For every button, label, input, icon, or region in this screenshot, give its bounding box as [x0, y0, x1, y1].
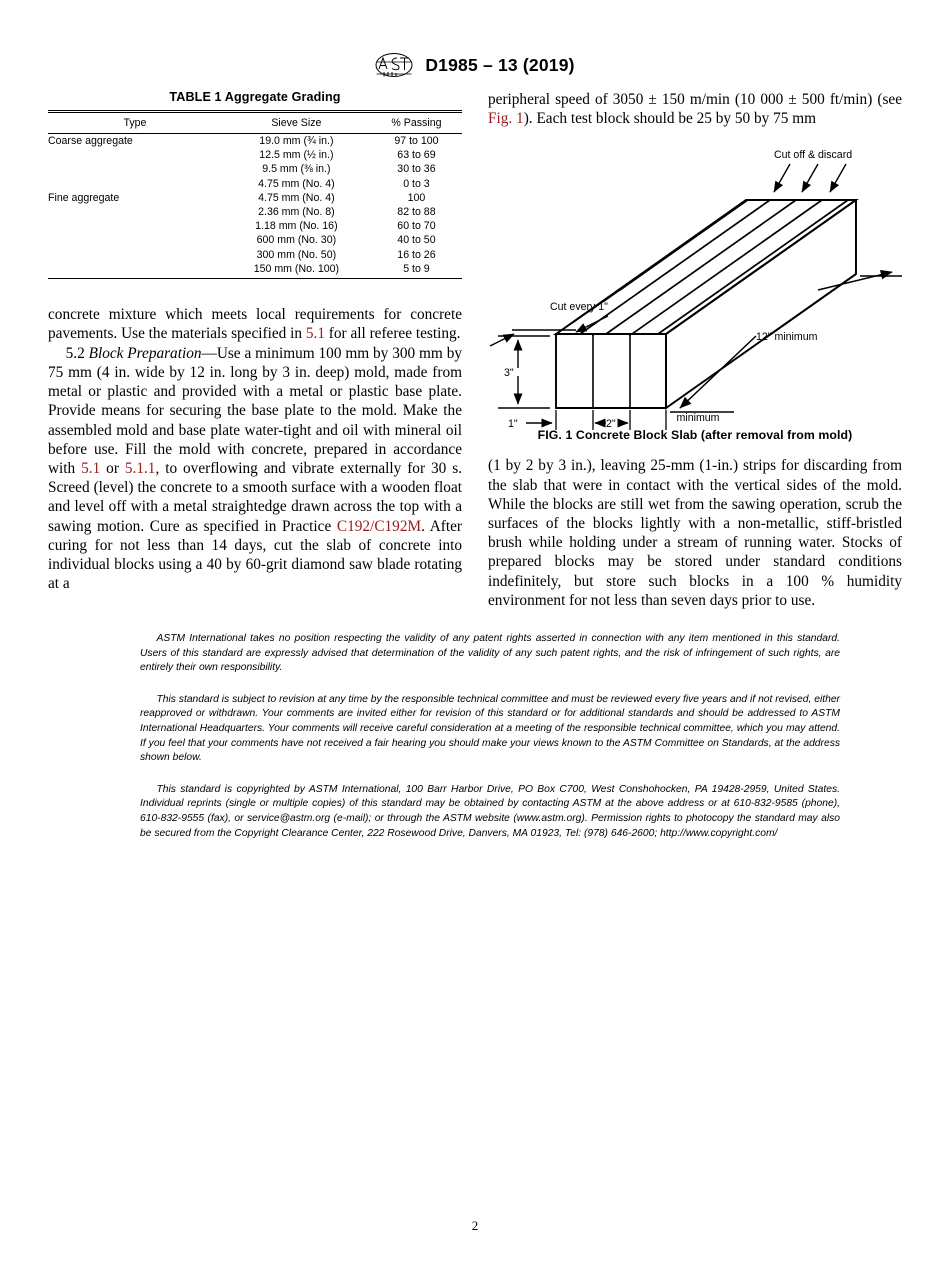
table-bottom-rule [48, 278, 462, 279]
cell-type: Fine aggregate [48, 191, 120, 204]
cell-sieve: 2.36 mm (No. 8) [258, 206, 335, 219]
cell-passing: 60 to 70 [397, 220, 436, 233]
section-number: 5.2 [65, 344, 89, 362]
paragraph-bottom-continued: (1 by 2 by 3 in.), leaving 25-mm (1-in.) strips for discarding from the slab that were in contact with the vertical sides of the mold. While the blocks are still wet from the sawing operation, scrub the surfaces of the blocks lightly with a non-metallic, stiff-bristled brush while holding under a stream of running water. Stocks of prepared blocks may be stored under standard conditions indefinitely, but store such blocks in a 100 % humidity environment for not less than seven days prior to use. [488, 457, 902, 609]
cell-passing: 16 to 26 [397, 248, 436, 261]
cell-type [48, 248, 222, 262]
cell-type [48, 177, 222, 191]
legal-paragraph-revision: This standard is subject to revision at any time by the responsible technical committee and must be reviewed every five years and if not revised, either reapproved or withdrawn. Your comments are invited either for revision of this standard or for additional standards and should be addressed to ASTM International Headquarters. Your comments will receive careful consideration at a meeting of the responsible technical committee, which you may attend. If you feel that your comments have not received a fair hearing you should make your views known to the ASTM Committee on Standards, at the address shown below. [140, 693, 840, 764]
left-column [48, 90, 462, 593]
label-block-width: 2" [606, 418, 616, 431]
table-row [48, 134, 462, 149]
label-total-width-note: minimum [676, 412, 720, 425]
table-row [48, 177, 462, 191]
table-row [48, 233, 462, 247]
cell-sieve: 19.0 mm (¾ in.) [259, 135, 334, 148]
table-header-row [48, 112, 462, 134]
cell-passing: 30 to 36 [397, 163, 436, 176]
legal-paragraph-copyright: This standard is copyrighted by ASTM International, 100 Barr Harbor Drive, PO Box C700, West Conshohocken, PA 19428-2959, United States. Individual reprints (single or multiple copies) of this standard may be obtained by contacting ASTM at the above address or at 610-832-9585 (phone), 610-832-9555 (fax), or service@astm.org (e-mail); or through the ASTM website (www.astm.org). Permission rights to photocopy the standard may also be secured from the Copyright Clearance Center, 222 Rosewood Drive, Danvers, MA 01923, Tel: (978) 646-2600; http://www.copyright.com/ [140, 783, 840, 839]
paragraph-text-end: ). Each test block should be 25 by 50 by 75 mm [523, 110, 817, 128]
paragraph-text: —Use a minimum 100 mm by 300 mm by 75 mm (4 in. wide by 12 in. long by 3 in. deep) mold, made from metal or plastic and provided with a metal or plastic base plate. Provide means for securing the base plate to the mold. Make the assembled mold and base plate water-tight and oil with mineral oil before use. Fill the mold with concrete, prepared in accordance with [48, 344, 462, 478]
cell-sieve: 4.75 mm (No. 4) [258, 191, 335, 204]
table1-aggregate-grading [48, 110, 462, 278]
page-number: 2 [471, 1218, 479, 1233]
table-row [48, 248, 462, 262]
label-length: 12" minimum [756, 331, 818, 344]
cell-type: Coarse aggregate [48, 135, 133, 148]
label-height: 3" [504, 367, 514, 380]
paragraph-continued [48, 305, 462, 343]
label-strip-left: 1" [508, 418, 518, 431]
cell-type [48, 262, 222, 278]
column-header-passing: % Passing [371, 112, 462, 134]
label-cut-every: Cut every 1" [550, 301, 608, 314]
table-row [48, 162, 462, 176]
table1-title: TABLE 1 Aggregate Grading [169, 90, 341, 104]
cell-passing: 0 to 3 [403, 177, 430, 190]
cell-passing: 97 to 100 [394, 135, 439, 148]
section-heading: Block Preparation [88, 344, 202, 362]
figure-1-concrete-block-slab-diagram [488, 140, 902, 430]
table-row [48, 148, 462, 162]
astm-logo-icon [375, 52, 413, 78]
xref-5-1-1[interactable]: 5.1.1 [124, 460, 156, 478]
cell-sieve: 1.18 mm (No. 16) [255, 220, 338, 233]
page-title: D1985 – 13 (2019) [425, 54, 575, 75]
cell-type [48, 219, 222, 233]
footer-legal-notices [140, 632, 840, 841]
column-header-type: Type [48, 112, 222, 134]
cell-type [48, 162, 222, 176]
table-row [48, 219, 462, 233]
document-header [0, 52, 950, 78]
cell-sieve: 150 mm (No. 100) [253, 262, 340, 275]
cell-sieve: 9.5 mm (⅜ in.) [262, 163, 331, 176]
column-header-sieve: Sieve Size [222, 112, 371, 134]
xref-fig-1[interactable]: Fig. 1 [488, 110, 524, 128]
paragraph-text-end: for all referee testing. [324, 324, 461, 342]
figure-1-block [488, 140, 902, 442]
xref-c192-c192m[interactable]: C192/C192M [336, 517, 422, 535]
table1-block [48, 90, 462, 279]
cell-type [48, 233, 222, 247]
paragraph-5-2 [48, 344, 462, 593]
paragraph-text: , to overflowing and vibrate externally for 30 s. Screed (level) the concrete to a smooth surface with a wooden float and level off with a metal straightedge drawn across the top with a sawing motion. Cure as specified in Practice [48, 460, 462, 535]
legal-paragraph-patent: ASTM International takes no position respecting the validity of any patent rights asserted in connection with any item mentioned in this standard. Users of this standard are expressly advised that determination of the validity of any such patent rights, and the risk of infringement of such rights, are entirely their own responsibility. [140, 633, 840, 674]
right-column [488, 90, 902, 610]
cell-passing: 40 to 50 [397, 234, 436, 247]
paragraph-text: peripheral speed of 3050 ± 150 m/min (10 000 ± 500 ft/min) (see [488, 91, 902, 108]
cell-type [48, 148, 222, 162]
table-row [48, 262, 462, 278]
label-cut-off-discard: Cut off & discard [774, 149, 853, 162]
cell-type [48, 205, 222, 219]
cut-every-leader [576, 316, 608, 332]
cell-passing: 82 to 88 [397, 206, 436, 219]
cell-sieve: 4.75 mm (No. 4) [258, 177, 335, 190]
figure-1-caption: FIG. 1 Concrete Block Slab (after removal from mold) [537, 428, 853, 443]
xref-5-1[interactable]: 5.1 [81, 460, 101, 478]
table-row [48, 191, 462, 205]
cell-sieve: 12.5 mm (½ in.) [259, 149, 334, 162]
cell-sieve: 600 mm (No. 30) [256, 234, 337, 247]
cell-sieve: 300 mm (No. 50) [256, 248, 337, 261]
paragraph-text: or [100, 460, 125, 478]
table-row [48, 205, 462, 219]
paragraph-text: concrete mixture which meets local requirements for concrete pavements. Use the materials specified in [48, 305, 462, 342]
cell-passing: 100 [407, 191, 426, 204]
xref-5-1[interactable]: 5.1 [305, 324, 325, 342]
paragraph-text: . After curing for not less than 14 days, cut the slab of concrete into individual blocks using a 40 by 60-grit diamond saw blade rotating at a [48, 517, 462, 593]
cell-passing: 63 to 69 [397, 149, 436, 162]
paragraph-top-continued [488, 90, 902, 128]
cell-passing: 5 to 9 [403, 262, 430, 275]
